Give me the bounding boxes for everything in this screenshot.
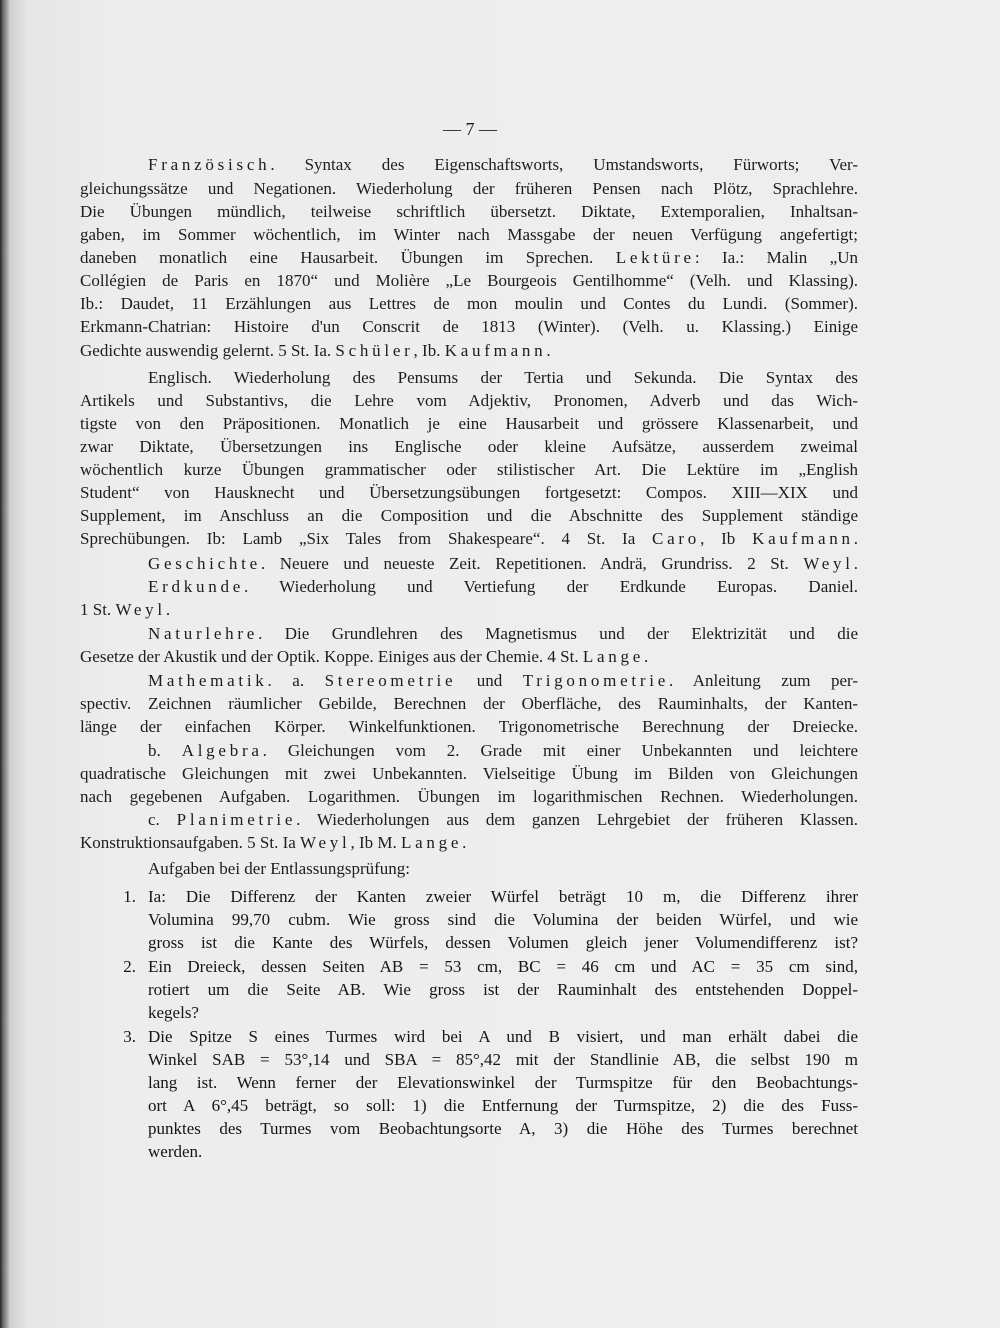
problem-number: 1. [123,887,136,906]
line-text: . [644,647,649,666]
subject-heading: Geschichte [148,554,261,573]
line-text: . Syntax des Eigenschaftsworts, Umstandsworts, Fürworts; Ver- [270,155,858,174]
line-text: gaben, im Sommer wöchentlich, im Winter nach Massgabe der neuen Verfügung angefertigt; [80,225,858,244]
text-line [80,831,858,854]
line-text: Student“ von Hausknecht und Übersetzungsübungen fortgesetzt: Compos. XIII—XIX und [80,483,858,502]
text-line [80,389,858,412]
topic-heading: Algebra [181,741,263,760]
line-text: Sprechübungen. Ib: Lamb „Six Tales from Shakespeare“. 4 St. Ia [80,529,653,548]
line-text: länge der einfachen Körper. Winkelfunktionen. Trigonometrische Berechnung der Dreiecke. [80,717,858,736]
problem-line: Ia: Die Differenz der Kanten zweier Würfel beträgt 10 m, die Differenz ihrer [148,887,858,906]
subject-heading: Naturlehre [148,624,259,643]
line-text: Artikels und Substantivs, die Lehre vom Adjektiv, Pronomen, Adverb und das Wich- [80,391,858,410]
line-text: c. [148,810,177,829]
line-text: . [165,600,171,619]
line-text: . [853,529,858,548]
line-text: Konstruktionsaufgaben. 5 St. Ia [80,833,301,852]
problem-line: werden. [148,1142,203,1161]
text-line [148,552,858,575]
teacher-name: Weyl [803,554,854,573]
line-text: , Ib [700,529,753,548]
problem-line: rotiert um die Seite AB. Wie gross ist der Rauminhalt des entstehenden Doppel- [148,980,858,999]
line-text: , Ib. [413,341,445,360]
text-line [80,200,858,223]
teacher-name: Caro [652,529,701,548]
problem-number: 2. [123,957,136,976]
line-text: zwar Diktate, Übersetzungen ins Englische oder kleine Aufsätze, ausserdem zweimal [80,437,858,456]
line-text: . [853,554,858,573]
text-line [80,527,858,550]
spaced-word: Lektüre [615,248,695,267]
problem-line: Winkel SAB = 53°,14 und SBA = 85°,42 mit der Standlinie AB, die selbst 190 m [148,1050,858,1069]
text-line [148,366,858,389]
text-line [148,622,858,645]
text-line [80,692,858,715]
subject-heading: Mathematik [148,671,268,690]
line-text: Erkmann-Chatrian: Histoire d'un Conscrit de 1813 (Winter). (Velh. u. Klassing.) Einige [80,317,858,336]
problem-line: Ein Dreieck, dessen Seiten AB = 53 cm, BC = 46 cm und AC = 35 cm sind, [148,957,858,976]
line-text: b. [148,741,182,760]
line-text: wöchentlich kurze Übungen grammatischer oder stilistischer Art. Die Lektüre im „English [80,460,858,479]
teacher-name: Lange [400,833,463,852]
line-text: . Wiederholungen aus dem ganzen Lehrgebiet der früheren Klassen. [296,810,859,829]
line-text: Collégien de Paris en 1870“ und Molière „Le Bourgeois Gentilhomme“ (Velh. und Klassing). [80,271,858,290]
text-line [148,808,858,831]
line-text: . Gleichungen vom 2. Grade mit einer Unbekannten und leichtere [262,741,859,760]
line-text: . Die Grundlehren des Magnetismus und der Elektrizität und die [258,624,858,643]
topic-heading: Planimetrie [176,810,297,829]
text-line [80,339,858,362]
line-text: nach gegebenen Aufgaben. Logarithmen. Übungen im logarithmischen Rechnen. Wiederholungen. [80,787,858,806]
line-text: gleichungssätze und Negationen. Wiederholung der früheren Pensen nach Plötz, Sprachlehre. [80,179,858,198]
text-line [80,435,858,458]
line-text: und [456,671,523,690]
line-text: Gesetze der Akustik und der Optik. Koppe. Einiges aus der Chemie. 4 St. [80,647,583,666]
teacher-name: Kaufmann [752,529,854,548]
line-text: 1 St. [80,600,116,619]
line-text: spectiv. Zeichnen räumlicher Gebilde, Berechnen der Oberfläche, des Rauminhalts, der Kanten- [80,694,858,713]
line-text: Englisch. Wiederholung des Pensums der Tertia und Sekunda. Die Syntax des [148,368,858,387]
text-line [80,315,858,338]
line-text: Ib.: Daudet, 11 Erzählungen aus Lettres de mon moulin und Contes du Lundi. (Sommer). [80,294,858,313]
page-number: — 7 — [443,119,497,139]
line-text: . Wiederholung und Vertiefung der Erdkunde Europas. Daniel. [244,577,858,596]
line-text: . [462,833,467,852]
teacher-name: Weyl [300,833,351,852]
topic-heading: Trigonometrie [522,671,669,690]
subject-heading: Erdkunde [148,577,245,596]
line-text: . a. [267,671,325,690]
line-text: , Ib M. [350,833,401,852]
line-text: Die Übungen mündlich, teilweise schriftlich übersetzt. Diktate, Extemporalien, Inhaltsan- [80,202,858,221]
problem-line: punktes des Turmes vom Beobachtungsorte A, 3) die Höhe des Turmes berechnet [148,1119,858,1138]
text-line [148,739,858,762]
line-text: Supplement, im Anschluss an die Composition und die Abschnitte des Supplement ständige [80,506,858,525]
text-line [80,715,858,738]
teacher-name: Lange [582,647,645,666]
teacher-name: Kaufmann [444,341,547,360]
line-text: quadratische Gleichungen mit zwei Unbekannten. Vielseitige Übung im Bilden von Gleichungen [80,764,858,783]
line-text: daneben monatlich eine Hausarbeit. Übungen im Sprechen. [80,248,616,267]
text-line [80,412,858,435]
text-line [80,246,858,269]
line-text: . Neuere und neueste Zeit. Repetitionen. Andrä, Grundriss. 2 St. [260,554,804,573]
problem-line: Volumina 99,70 cubm. Wie gross sind die Volumina der beiden Würfel, und wie [148,910,858,929]
problem-line: Die Spitze S eines Turmes wird bei A und B visiert, und man erhält dabei die [148,1027,858,1046]
exam-heading: Aufgaben bei der Entlassungsprüfung: [148,859,411,878]
line-text: : Ia.: Malin „Un [694,248,858,267]
text-line [80,223,858,246]
teacher-name: Weyl [115,600,166,619]
line-text: tigste von den Präpositionen. Monatlich je eine Hausarbeit und grössere Klassenarbeit, und [80,414,858,433]
text-line [80,598,858,621]
teacher-name: Schüler [335,341,414,360]
line-text: . [546,341,551,360]
text-line [80,292,858,315]
text-line [80,762,858,785]
problem-number: 3. [123,1027,136,1046]
line-text: . Anleitung zum per- [668,671,859,690]
text-line [148,153,858,176]
text-line [80,177,858,200]
text-line [148,669,858,692]
problem-line: gross ist die Kante des Würfels, dessen Volumen gleich jener Volumendifferenz ist? [148,933,858,952]
text-line [80,481,858,504]
line-text: Gedichte auswendig gelernt. 5 St. Ia. [80,341,336,360]
problem-line: kegels? [148,1003,199,1022]
topic-heading: Stereometrie [324,671,457,690]
text-line [80,645,858,668]
text-line [80,458,858,481]
text-line [80,269,858,292]
problem-line: ort A 6°,45 beträgt, so soll: 1) die Entfernung der Turmspitze, 2) die des Fuss- [148,1096,858,1115]
text-line [80,504,858,527]
problem-line: lang ist. Wenn ferner der Elevationswinkel der Turmspitze für den Beobachtungs- [148,1073,858,1092]
text-line [80,785,858,808]
text-line [148,575,858,598]
subject-heading: Französisch [148,155,271,174]
